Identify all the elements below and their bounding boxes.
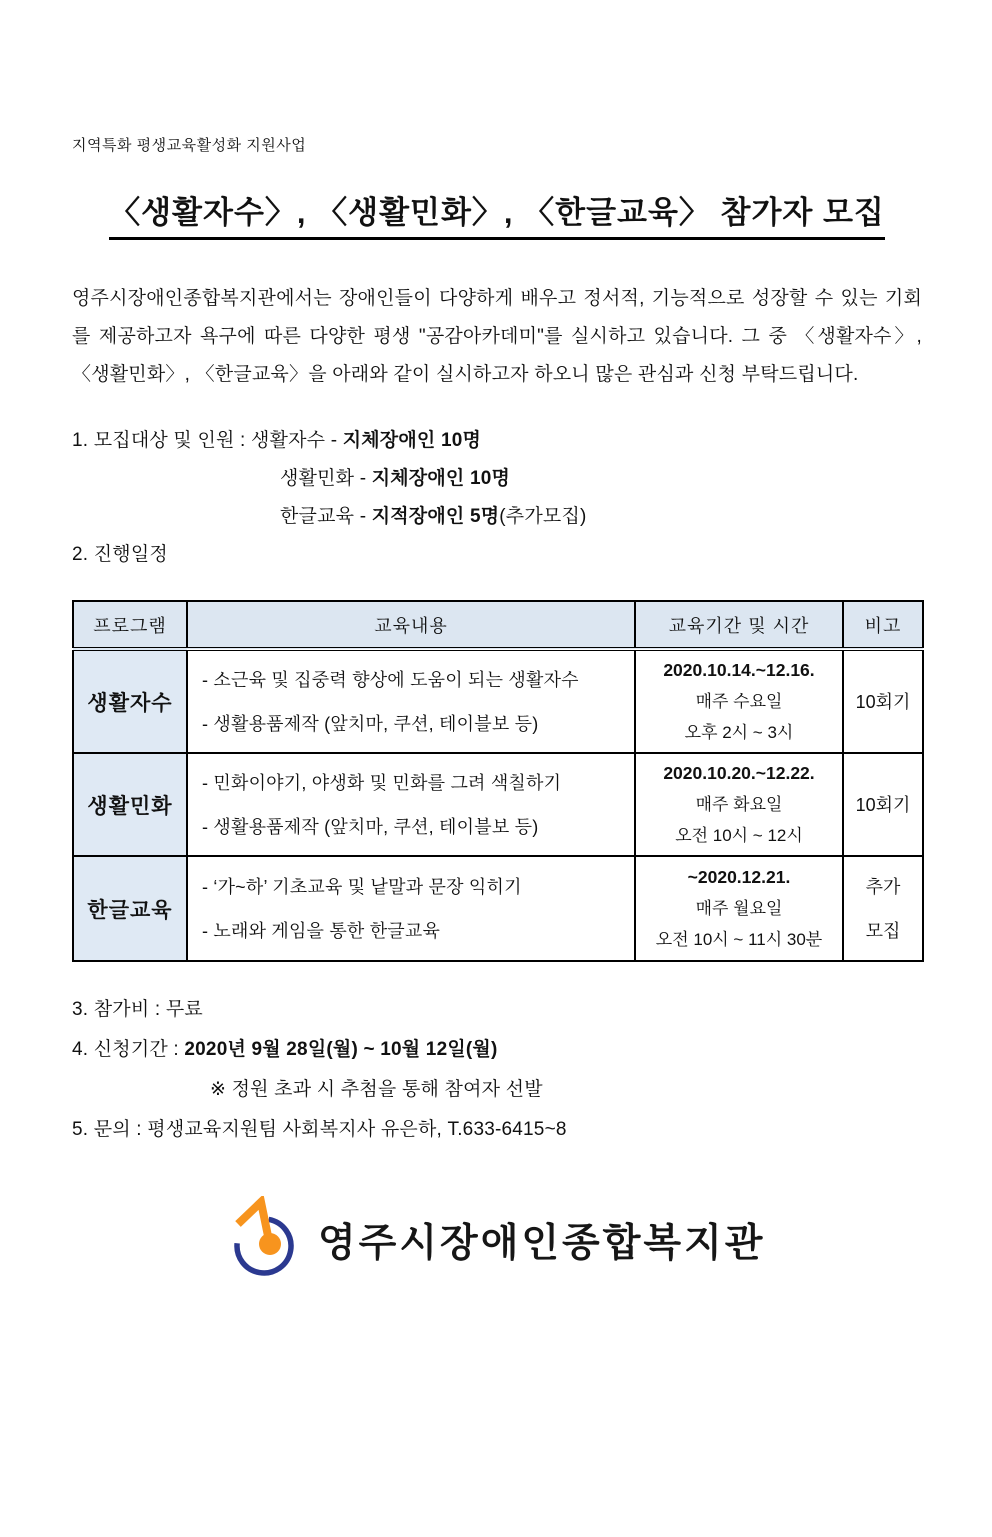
table-header-row xyxy=(73,601,923,649)
organization-name: 영주시장애인종합복지관 xyxy=(318,1222,766,1265)
note-line: 10회기 xyxy=(855,691,911,712)
col-header-note: 비고 xyxy=(843,601,923,649)
note-line: 모집 xyxy=(865,920,901,941)
schedule-heading: 2. 진행일정 xyxy=(72,544,168,565)
period-date: 2020.10.14.~12.16. xyxy=(663,660,815,680)
fee-line: 3. 참가비 : 무료 xyxy=(72,999,203,1020)
period-date: ~2020.12.21. xyxy=(687,867,791,887)
program-name: 생활민화 xyxy=(73,753,187,856)
period-date: 2020.10.20.~12.22. xyxy=(663,763,815,783)
note-line: 추가 xyxy=(865,876,901,897)
program-content xyxy=(187,649,635,753)
intro-paragraph: 영주시장애인종합복지관에서는 장애인들이 다양하게 배우고 정서적, 기능적으로 성장할 수 있는 기회를 제공하고자 욕구에 따른 다양한 평생 "공감아카데미"를 실시하고 있습니다. 그 중 〈생활자수〉, 〈생활민화〉, 〈한글교육〉을 아래와 같이 실시하고자 하오니 많은 관심과 신청 부탁드립니다. xyxy=(72,288,922,385)
apply-period-bold: 2020년 9월 28일(월) ~ 10월 12일(월) xyxy=(184,1039,498,1060)
table-row xyxy=(73,649,923,753)
period-time: 오전 10시 ~ 11시 30분 xyxy=(655,930,823,949)
program-category-label: 지역특화 평생교육활성화 지원사업 xyxy=(72,137,307,154)
recruit-line-1-text: 1. 모집대상 및 인원 : 생활자수 - xyxy=(72,430,343,451)
recruit-line-1 xyxy=(72,422,922,460)
document-page xyxy=(0,134,992,1284)
program-name: 한글교육 xyxy=(73,856,187,961)
recruit-line-3-suffix: (추가모집) xyxy=(499,506,587,527)
col-header-program: 프로그램 xyxy=(73,601,187,649)
col-header-period: 교육기간 및 시간 xyxy=(635,601,843,649)
recruit-line-3-text: 한글교육 - xyxy=(280,506,372,527)
table-row xyxy=(73,753,923,856)
schedule-table xyxy=(72,600,924,962)
program-note xyxy=(843,856,923,961)
lottery-note-line: ※ 정원 초과 시 추첨을 통해 참여자 선발 xyxy=(210,1079,543,1100)
recruit-line-1-bold: 지체장애인 10명 xyxy=(342,430,482,451)
program-period xyxy=(635,856,843,961)
organization-logo xyxy=(224,1196,922,1284)
recruit-line-2-bold: 지체장애인 10명 xyxy=(371,468,511,489)
content-line: - 노래와 게임을 통한 한글교육 xyxy=(202,920,441,941)
bottom-items xyxy=(72,990,922,1150)
recruit-line-3 xyxy=(72,498,922,536)
recruit-line-3-bold: 지적장애인 5명 xyxy=(371,506,500,527)
program-period xyxy=(635,649,843,753)
table-row xyxy=(73,856,923,961)
content-line: - 생활용품제작 (앞치마, 쿠션, 테이블보 등) xyxy=(202,816,539,837)
recruit-line-2 xyxy=(72,460,922,498)
col-header-content: 교육내용 xyxy=(187,601,635,649)
period-day: 매주 화요일 xyxy=(695,795,783,814)
apply-period-line xyxy=(72,1030,922,1070)
program-name: 생활자수 xyxy=(73,649,187,753)
program-period xyxy=(635,753,843,856)
note-line: 10회기 xyxy=(855,794,911,815)
content-line: - ‘가~하’ 기초교육 및 낱말과 문장 익히기 xyxy=(202,876,522,897)
organization-logo-icon xyxy=(224,1196,302,1284)
page-title: 〈생활자수〉, 〈생활민화〉, 〈한글교육〉 참가자 모집 xyxy=(109,187,885,240)
content-line: - 민화이야기, 야생화 및 민화를 그려 색칠하기 xyxy=(202,772,562,793)
program-content xyxy=(187,856,635,961)
period-day: 매주 수요일 xyxy=(695,692,783,711)
period-day: 매주 월요일 xyxy=(695,899,783,918)
apply-period-prefix: 4. 신청기간 : xyxy=(72,1039,185,1060)
period-time: 오전 10시 ~ 12시 xyxy=(675,826,803,845)
recruit-section xyxy=(72,422,922,574)
recruit-line-2-text: 생활민화 - xyxy=(280,468,372,489)
content-line: - 소근육 및 집중력 향상에 도움이 되는 생활자수 xyxy=(202,669,579,690)
program-note xyxy=(843,649,923,753)
program-content xyxy=(187,753,635,856)
contact-line: 5. 문의 : 평생교육지원팀 사회복지사 유은하, T.633-6415~8 xyxy=(72,1119,567,1140)
title-wrap xyxy=(72,187,922,240)
program-note xyxy=(843,753,923,856)
period-time: 오후 2시 ~ 3시 xyxy=(684,723,794,742)
content-line: - 생활용품제작 (앞치마, 쿠션, 테이블보 등) xyxy=(202,713,539,734)
